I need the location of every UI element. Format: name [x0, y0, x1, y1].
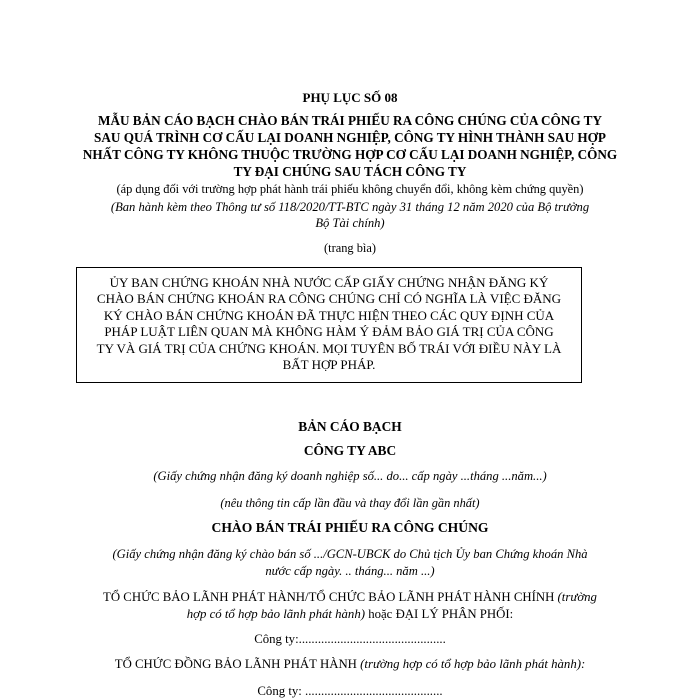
underwriter-section: [80, 589, 620, 623]
issued-by-note: [80, 199, 620, 231]
offering-cert-line: (Giấy chứng nhận đăng ký chào bán số .../GCN-UBCK do Chủ tịch Ủy ban Chứng khoán Nhà: [112, 547, 588, 561]
underwriter-label: TỔ CHỨC BẢO LÃNH PHÁT HÀNH/TỔ CHỨC BẢO LÃNH PHÁT HÀNH CHÍNH: [103, 590, 555, 604]
registration-info-note: (nêu thông tin cấp lần đầu và thay đổi lần gần nhất): [220, 496, 480, 510]
underwriter-company-line: Công ty:..............................................: [254, 632, 446, 646]
distributor-label: ĐẠI LÝ PHÂN PHỐI:: [395, 607, 514, 621]
underwriter-note: (trường: [557, 590, 597, 604]
appendix-title: PHỤ LỤC SỐ 08: [302, 90, 398, 105]
issued-by-line: (Ban hành kèm theo Thông tư số 118/2020/TT-BTC ngày 31 tháng 12 năm 2020 của Bộ trưởng: [110, 200, 590, 214]
document-heading: [80, 112, 620, 180]
offering-certificate-note: [80, 546, 620, 580]
heading-line: NHẤT CÔNG TY KHÔNG THUỘC TRƯỜNG HỢP CƠ CẤU LẠI DOANH NGHIỆP, CÔNG: [82, 147, 618, 162]
scope-note: (áp dụng đối với trường hợp phát hành trái phiếu không chuyển đổi, không kèm chứng quyền): [116, 182, 584, 196]
disclaimer-line: KÝ CHÀO BÁN CHỨNG KHOÁN ĐÃ THỰC HIỆN THEO CÁC QUY ĐỊNH CỦA: [103, 307, 555, 323]
disclaimer-line: TY VÀ GIÁ TRỊ CỦA CHỨNG KHOÁN. MỌI TUYÊN BỐ TRÁI VỚI ĐIỀU NÀY LÀ: [96, 340, 562, 356]
company-name: CÔNG TY ABC: [303, 443, 397, 458]
issued-by-line: Bộ Tài chính): [315, 216, 385, 230]
co-underwriter-label: TỔ CHỨC ĐỒNG BẢO LÃNH PHÁT HÀNH: [114, 657, 357, 671]
heading-line: TY ĐẠI CHÚNG SAU TÁCH CÔNG TY: [233, 164, 467, 179]
disclaimer-line: ỦY BAN CHỨNG KHOÁN NHÀ NƯỚC CẤP GIẤY CHỨNG NHẬN ĐĂNG KÝ: [109, 275, 549, 290]
co-underwriter-note: (trường hợp có tổ hợp bảo lãnh phát hành):: [360, 657, 586, 671]
disclaimer-line: PHÁP LUẬT LIÊN QUAN MÀ KHÔNG HÀM Ý ĐẢM BẢO GIÁ TRỊ CỦA CÔNG: [104, 324, 554, 340]
prospectus-title: BẢN CÁO BẠCH: [298, 419, 402, 434]
offering-title: CHÀO BÁN TRÁI PHIẾU RA CÔNG CHÚNG: [211, 520, 489, 535]
disclaimer-line: BẤT HỢP PHÁP.: [282, 357, 376, 373]
disclaimer-box: [76, 267, 582, 383]
heading-line: SAU QUÁ TRÌNH CƠ CẤU LẠI DOANH NGHIỆP, CÔNG TY HÌNH THÀNH SAU HỢP: [94, 130, 606, 145]
disclaimer-line: CHÀO BÁN CHỨNG KHOÁN RA CÔNG CHÚNG CHỈ CÓ NGHĨA LÀ VIỆC ĐĂNG: [96, 291, 562, 307]
offering-cert-line: nước cấp ngày. .. tháng... năm ...): [265, 564, 435, 578]
business-registration-note: (Giấy chứng nhận đăng ký doanh nghiệp số... do... cấp ngày ...tháng ...năm...): [153, 469, 547, 483]
co-underwriter-company-line: Công ty: ...........................................: [257, 684, 443, 698]
underwriter-connector: hoặc: [368, 607, 393, 621]
co-underwriter-section: [80, 657, 620, 672]
heading-line: MẪU BẢN CÁO BẠCH CHÀO BÁN TRÁI PHIẾU RA CÔNG CHÚNG CỦA CÔNG TY: [98, 113, 602, 128]
underwriter-note-cont: hợp có tổ hợp bảo lãnh phát hành): [186, 607, 365, 621]
cover-page-label: (trang bìa): [324, 241, 376, 255]
